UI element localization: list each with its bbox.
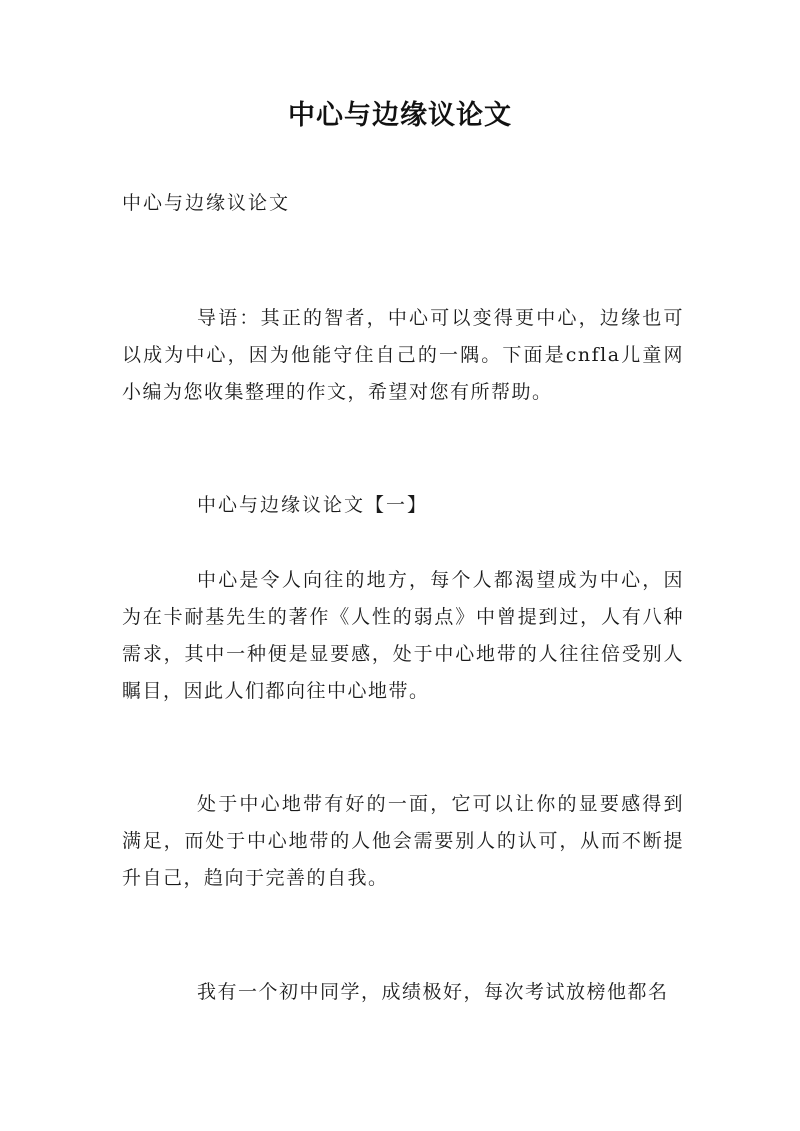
document-subtitle: 中心与边缘议论文: [122, 192, 291, 214]
body-paragraph: 我有一个初中同学，成绩极好，每次考试放榜他都名: [197, 981, 669, 1003]
intro-paragraph: 导语：其正的智者，中心可以变得更中心，边缘也可以成为中心，因为他能守住自己的一隅。下面是cnfla儿童网小编为您收集整理的作文，希望对您有所帮助。: [122, 307, 684, 403]
body-paragraph: 中心是令人向往的地方，每个人都渴望成为中心，因为在卡耐基先生的著作《人性的弱点》中曾提到过，人有八种需求，其中一种便是显要感，处于中心地带的人往往倍受别人瞩目，因此人们都向往中心地带。: [122, 569, 684, 702]
section-heading: 中心与边缘议论文【一】: [197, 494, 429, 516]
body-paragraph: 处于中心地带有好的一面，它可以让你的显要感得到满足，而处于中心地带的人他会需要别人的认可，从而不断提升自己，趋向于完善的自我。: [122, 793, 684, 889]
document-title: 中心与边缘议论文: [288, 100, 512, 131]
